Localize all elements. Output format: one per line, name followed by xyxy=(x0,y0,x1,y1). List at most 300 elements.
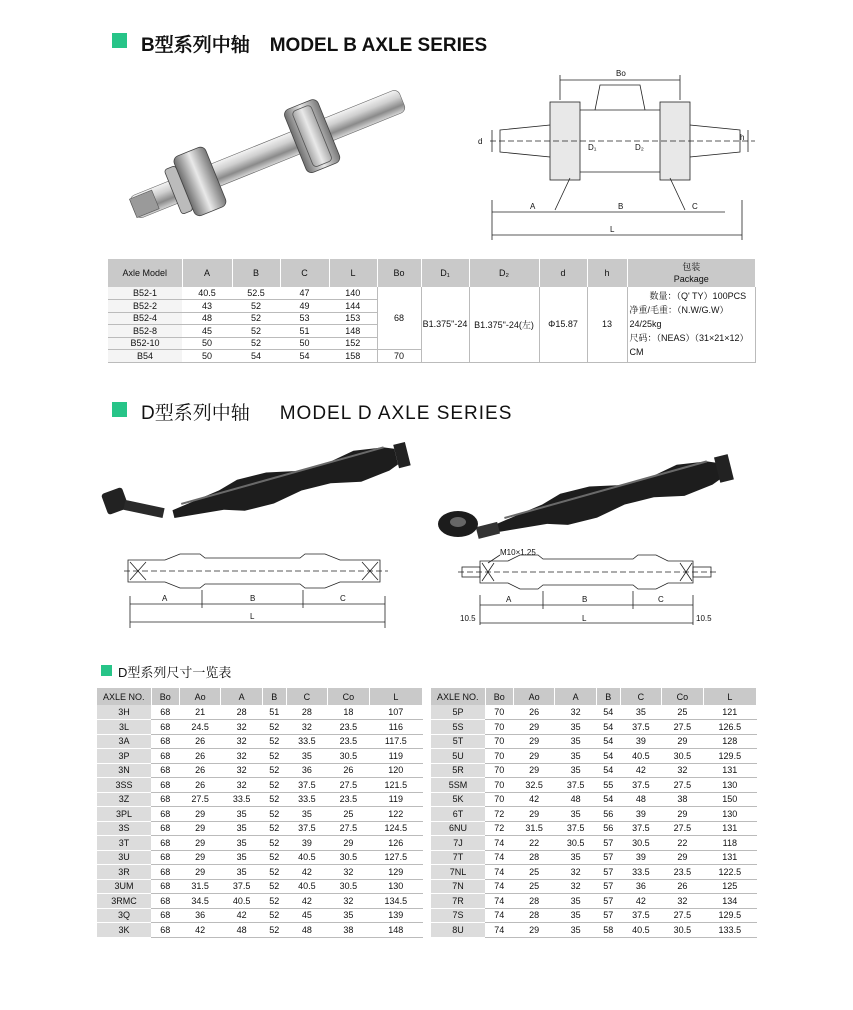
d-cell-bo: 70 xyxy=(485,792,513,807)
b-model: B52-4 xyxy=(108,312,182,325)
d-cell-c: 37.5 xyxy=(286,778,328,793)
d-cell-axle-no: 3N xyxy=(97,763,151,778)
d-cell-ao: 32.5 xyxy=(513,778,555,793)
b-c: 53 xyxy=(280,312,329,325)
b-dim-c: C xyxy=(692,202,698,211)
d-cell-l: 131 xyxy=(703,821,756,836)
b-dim-l: L xyxy=(610,225,615,234)
d-cell-l: 121.5 xyxy=(369,778,422,793)
d-cell-ao: 36 xyxy=(179,908,221,923)
d-right-offset-left: 10.5 xyxy=(460,614,476,623)
d-cell-axle-no: 7R xyxy=(431,894,485,909)
d-cell-axle-no: 3P xyxy=(97,749,151,764)
d-cell-b: 52 xyxy=(262,836,286,851)
d-cell-c: 42 xyxy=(286,865,328,880)
d-cell-bo: 70 xyxy=(485,734,513,749)
d-cell-bo: 68 xyxy=(151,734,179,749)
d-cell-c: 37.5 xyxy=(620,778,662,793)
d-cell-l: 133.5 xyxy=(703,923,756,938)
d-cell-axle-no: 3L xyxy=(97,720,151,735)
d-cell-co: 26 xyxy=(328,763,370,778)
d-cell-b: 54 xyxy=(596,720,620,735)
d-cell-c: 36 xyxy=(620,879,662,894)
d-cell-a: 35 xyxy=(555,908,597,923)
d-cell-bo: 68 xyxy=(151,908,179,923)
d-cell-bo: 68 xyxy=(151,850,179,865)
d-cell-b: 52 xyxy=(262,720,286,735)
d-cell-l: 134 xyxy=(703,894,756,909)
b-a: 45 xyxy=(182,325,232,338)
d-cell-b: 54 xyxy=(596,705,620,720)
d-cell-a: 37.5 xyxy=(555,778,597,793)
d-cell-a: 48 xyxy=(555,792,597,807)
table-row xyxy=(97,734,423,749)
d-header-l: L xyxy=(369,688,422,705)
d-left-dim-b: B xyxy=(250,594,256,603)
d-cell-axle-no: 3S xyxy=(97,821,151,836)
d-header-b: B xyxy=(596,688,620,705)
d-cell-bo: 74 xyxy=(485,923,513,938)
d-cell-a: 35 xyxy=(555,923,597,938)
d-cell-c: 37.5 xyxy=(286,821,328,836)
d-cell-l: 126 xyxy=(369,836,422,851)
d-cell-axle-no: 5P xyxy=(431,705,485,720)
d-cell-ao: 29 xyxy=(513,734,555,749)
b-l: 153 xyxy=(329,312,377,325)
d-cell-l: 139 xyxy=(369,908,422,923)
d-axle-photo-right xyxy=(430,438,750,548)
d-cell-axle-no: 5T xyxy=(431,734,485,749)
d-cell-a: 48 xyxy=(221,923,263,938)
b-l: 158 xyxy=(329,350,377,363)
d-cell-b: 58 xyxy=(596,923,620,938)
d-cell-c: 39 xyxy=(620,807,662,822)
d-right-offset-right: 10.5 xyxy=(696,614,712,623)
d-cell-ao: 26 xyxy=(513,705,555,720)
d-cell-a: 35 xyxy=(221,865,263,880)
d-cell-co: 30.5 xyxy=(328,879,370,894)
d-cell-ao: 25 xyxy=(513,879,555,894)
b-model: B52-8 xyxy=(108,325,182,338)
d-cell-co: 27.5 xyxy=(662,778,704,793)
d-cell-l: 131 xyxy=(703,850,756,865)
b-header-a: A xyxy=(182,259,232,287)
d-cell-axle-no: 5S xyxy=(431,720,485,735)
d-cell-co: 32 xyxy=(662,763,704,778)
d-cell-b: 52 xyxy=(262,894,286,909)
d-cell-bo: 68 xyxy=(151,778,179,793)
b-package-qty: 数量：（Q' TY）100PCS xyxy=(649,291,747,302)
d-cell-axle-no: 3RMC xyxy=(97,894,151,909)
d-header-axle-no: AXLE NO. xyxy=(431,688,485,705)
table-row xyxy=(97,894,423,909)
d-cell-ao: 21 xyxy=(179,705,221,720)
d-cell-axle-no: 3R xyxy=(97,865,151,880)
d-cell-ao: 28 xyxy=(513,894,555,909)
b-dim-d: d xyxy=(478,137,483,146)
table-row xyxy=(431,865,757,880)
d-header-bo: Bo xyxy=(485,688,513,705)
d-cell-axle-no: 7NL xyxy=(431,865,485,880)
d-cell-c: 42 xyxy=(620,894,662,909)
d-cell-a: 35 xyxy=(555,894,597,909)
b-model: B52-10 xyxy=(108,337,182,350)
d-cell-l: 116 xyxy=(369,720,422,735)
b-b: 52 xyxy=(232,325,280,338)
b-b: 52.5 xyxy=(232,287,280,300)
table-row xyxy=(108,287,756,300)
d-cell-co: 27.5 xyxy=(328,821,370,836)
d-cell-bo: 74 xyxy=(485,865,513,880)
table-row xyxy=(431,705,757,720)
d-cell-a: 40.5 xyxy=(221,894,263,909)
section-d-marker xyxy=(112,402,127,417)
d-cell-bo: 68 xyxy=(151,821,179,836)
b-spec-table xyxy=(108,259,756,363)
d-cell-c: 42 xyxy=(286,894,328,909)
d-cell-bo: 68 xyxy=(151,836,179,851)
b-model: B54 xyxy=(108,350,182,363)
d-cell-c: 40.5 xyxy=(620,923,662,938)
table-row xyxy=(431,792,757,807)
b-d1-value: B1.375"-24 xyxy=(421,287,469,362)
d-cell-bo: 68 xyxy=(151,720,179,735)
d-cell-axle-no: 3UM xyxy=(97,879,151,894)
b-b: 52 xyxy=(232,312,280,325)
d-cell-bo: 72 xyxy=(485,821,513,836)
table-row xyxy=(431,850,757,865)
table-row xyxy=(431,749,757,764)
d-cell-a: 35 xyxy=(221,836,263,851)
d-cell-c: 30.5 xyxy=(620,836,662,851)
table-row xyxy=(97,879,423,894)
d-cell-axle-no: 3H xyxy=(97,705,151,720)
b-d2-value: B1.375"-24(左) xyxy=(469,287,539,362)
d-cell-bo: 68 xyxy=(151,792,179,807)
d-cell-co: 32 xyxy=(328,865,370,880)
d-header-a: A xyxy=(221,688,263,705)
d-cell-c: 35 xyxy=(286,807,328,822)
table-row xyxy=(431,778,757,793)
d-cell-axle-no: 6T xyxy=(431,807,485,822)
d-cell-co: 23.5 xyxy=(662,865,704,880)
b-header-h: h xyxy=(587,259,627,287)
b-header-bo: Bo xyxy=(377,259,421,287)
d-cell-b: 57 xyxy=(596,908,620,923)
d-table-left-body xyxy=(97,705,423,937)
d-cell-ao: 26 xyxy=(179,778,221,793)
d-cell-c: 37.5 xyxy=(620,908,662,923)
d-table-marker xyxy=(101,665,112,676)
b-header-d: d xyxy=(539,259,587,287)
b-b: 52 xyxy=(232,337,280,350)
d-cell-b: 52 xyxy=(262,850,286,865)
d-cell-b: 52 xyxy=(262,908,286,923)
d-cell-co: 23.5 xyxy=(328,720,370,735)
d-header-c: C xyxy=(286,688,328,705)
b-c: 51 xyxy=(280,325,329,338)
d-cell-a: 35 xyxy=(221,821,263,836)
d-cell-co: 30.5 xyxy=(662,749,704,764)
d-cell-bo: 74 xyxy=(485,879,513,894)
d-cell-bo: 68 xyxy=(151,763,179,778)
d-cell-c: 45 xyxy=(286,908,328,923)
d-cell-l: 134.5 xyxy=(369,894,422,909)
d-cell-co: 32 xyxy=(328,894,370,909)
d-cell-ao: 29 xyxy=(179,850,221,865)
d-cell-co: 25 xyxy=(662,705,704,720)
d-header-co: Co xyxy=(662,688,704,705)
d-cell-ao: 29 xyxy=(513,763,555,778)
d-header-bo: Bo xyxy=(151,688,179,705)
d-cell-c: 33.5 xyxy=(620,865,662,880)
d-cell-axle-no: 3U xyxy=(97,850,151,865)
d-cell-b: 56 xyxy=(596,807,620,822)
d-cell-b: 57 xyxy=(596,894,620,909)
d-cell-co: 22 xyxy=(662,836,704,851)
b-package-weight: 净重/毛重：（N.W/G.W）24/25kg xyxy=(629,305,729,330)
d-cell-l: 119 xyxy=(369,749,422,764)
table-row xyxy=(431,763,757,778)
d-cell-a: 32 xyxy=(221,749,263,764)
d-cell-l: 150 xyxy=(703,792,756,807)
d-cell-bo: 70 xyxy=(485,749,513,764)
table-row xyxy=(97,792,423,807)
d-header-ao: Ao xyxy=(513,688,555,705)
table-row xyxy=(431,734,757,749)
b-header-package xyxy=(627,259,756,287)
d-cell-bo: 72 xyxy=(485,807,513,822)
b-dim-h: h xyxy=(740,133,745,142)
d-header-axle-no: AXLE NO. xyxy=(97,688,151,705)
d-cell-bo: 68 xyxy=(151,705,179,720)
d-cell-l: 127.5 xyxy=(369,850,422,865)
d-left-dim-a: A xyxy=(162,594,168,603)
d-cell-ao: 42 xyxy=(179,923,221,938)
b-header-d1: D₁ xyxy=(421,259,469,287)
section-b-title-en: MODEL B AXLE SERIES xyxy=(269,35,488,56)
d-cell-b: 52 xyxy=(262,792,286,807)
b-h-value: 13 xyxy=(587,287,627,362)
section-d-title-cn: D型系列中轴 xyxy=(141,403,250,424)
table-row xyxy=(431,836,757,851)
d-table-title: D型系列尺寸一览表 xyxy=(118,665,232,680)
d-cell-co: 29 xyxy=(328,836,370,851)
d-cell-c: 33.5 xyxy=(286,792,328,807)
d-cell-axle-no: 3Z xyxy=(97,792,151,807)
b-l: 144 xyxy=(329,300,377,313)
d-cell-l: 124.5 xyxy=(369,821,422,836)
d-cell-c: 40.5 xyxy=(286,850,328,865)
d-cell-b: 54 xyxy=(596,763,620,778)
d-cell-ao: 31.5 xyxy=(513,821,555,836)
b-b: 54 xyxy=(232,350,280,363)
d-cell-c: 39 xyxy=(620,734,662,749)
d-cell-b: 52 xyxy=(262,865,286,880)
d-table-header xyxy=(97,688,423,705)
d-cell-axle-no: 5U xyxy=(431,749,485,764)
d-cell-a: 32 xyxy=(221,720,263,735)
d-axle-photo-left xyxy=(100,438,420,538)
d-cell-ao: 29 xyxy=(513,749,555,764)
d-cell-a: 35 xyxy=(555,850,597,865)
b-bo-last: 70 xyxy=(377,350,421,363)
b-dim-bo: Bo xyxy=(616,69,626,78)
d-cell-b: 57 xyxy=(596,865,620,880)
d-cell-l: 126.5 xyxy=(703,720,756,735)
d-cell-c: 48 xyxy=(620,792,662,807)
d-cell-co: 26 xyxy=(662,879,704,894)
b-header-package-en: Package xyxy=(673,274,709,284)
d-cell-ao: 26 xyxy=(179,734,221,749)
d-left-dim-c: C xyxy=(340,594,346,603)
d-header-b: B xyxy=(262,688,286,705)
table-row xyxy=(97,720,423,735)
d-cell-l: 130 xyxy=(703,778,756,793)
d-cell-axle-no: 3PL xyxy=(97,807,151,822)
b-l: 140 xyxy=(329,287,377,300)
d-cell-l: 117.5 xyxy=(369,734,422,749)
b-a: 48 xyxy=(182,312,232,325)
d-cell-c: 28 xyxy=(286,705,328,720)
d-cell-l: 129.5 xyxy=(703,908,756,923)
d-cell-bo: 68 xyxy=(151,865,179,880)
d-cell-c: 33.5 xyxy=(286,734,328,749)
d-cell-co: 23.5 xyxy=(328,734,370,749)
d-cell-ao: 28 xyxy=(513,908,555,923)
d-cell-axle-no: 3Q xyxy=(97,908,151,923)
d-left-dim-l: L xyxy=(250,612,255,621)
d-right-dim-c: C xyxy=(658,595,664,604)
d-right-dim-l: L xyxy=(582,614,587,623)
b-model: B52-2 xyxy=(108,300,182,313)
d-cell-b: 52 xyxy=(262,821,286,836)
d-cell-axle-no: 7N xyxy=(431,879,485,894)
d-cell-bo: 68 xyxy=(151,894,179,909)
d-cell-co: 30.5 xyxy=(328,850,370,865)
d-cell-a: 28 xyxy=(221,705,263,720)
d-spec-table-right xyxy=(431,688,757,938)
d-cell-a: 35 xyxy=(555,720,597,735)
b-dim-d2: D₂ xyxy=(635,143,644,152)
b-l: 152 xyxy=(329,337,377,350)
b-axle-drawing xyxy=(470,60,760,250)
d-cell-l: 129.5 xyxy=(703,749,756,764)
table-row xyxy=(97,763,423,778)
d-right-dim-a: A xyxy=(506,595,512,604)
d-cell-ao: 26 xyxy=(179,749,221,764)
d-header-l: L xyxy=(703,688,756,705)
d-cell-a: 33.5 xyxy=(221,792,263,807)
d-cell-b: 51 xyxy=(262,705,286,720)
b-d-value: Φ15.87 xyxy=(539,287,587,362)
table-row xyxy=(431,821,757,836)
table-row xyxy=(431,879,757,894)
d-cell-ao: 29 xyxy=(513,923,555,938)
d-cell-l: 131 xyxy=(703,763,756,778)
d-cell-co: 25 xyxy=(328,807,370,822)
d-cell-b: 57 xyxy=(596,879,620,894)
d-cell-co: 27.5 xyxy=(662,720,704,735)
b-package-info xyxy=(627,287,756,362)
section-d-title-en: MODEL D AXLE SERIES xyxy=(279,403,513,424)
d-cell-b: 52 xyxy=(262,879,286,894)
d-cell-axle-no: 5SM xyxy=(431,778,485,793)
d-cell-c: 35 xyxy=(286,749,328,764)
d-cell-c: 39 xyxy=(286,836,328,851)
table-row xyxy=(431,908,757,923)
table-row xyxy=(97,850,423,865)
d-cell-l: 118 xyxy=(703,836,756,851)
table-row xyxy=(431,720,757,735)
table-row xyxy=(97,865,423,880)
d-cell-co: 35 xyxy=(328,908,370,923)
d-cell-a: 32 xyxy=(221,778,263,793)
table-row xyxy=(97,821,423,836)
d-cell-bo: 70 xyxy=(485,720,513,735)
d-cell-co: 38 xyxy=(662,792,704,807)
b-a: 40.5 xyxy=(182,287,232,300)
table-row xyxy=(431,923,757,938)
d-right-dim-b: B xyxy=(582,595,588,604)
b-dim-d1: D₁ xyxy=(588,143,597,152)
d-cell-l: 130 xyxy=(703,807,756,822)
d-cell-ao: 29 xyxy=(179,836,221,851)
table-row xyxy=(97,923,423,938)
d-cell-co: 30.5 xyxy=(328,749,370,764)
d-cell-ao: 29 xyxy=(513,720,555,735)
d-header-co: Co xyxy=(328,688,370,705)
d-cell-a: 32 xyxy=(555,705,597,720)
d-cell-a: 37.5 xyxy=(555,821,597,836)
d-cell-ao: 34.5 xyxy=(179,894,221,909)
b-c: 49 xyxy=(280,300,329,313)
d-cell-axle-no: 5K xyxy=(431,792,485,807)
d-cell-bo: 74 xyxy=(485,836,513,851)
d-spec-table-left xyxy=(97,688,423,938)
d-right-thread-label: M10×1.25 xyxy=(500,548,536,557)
d-cell-b: 52 xyxy=(262,923,286,938)
d-cell-bo: 70 xyxy=(485,778,513,793)
table-row xyxy=(97,705,423,720)
b-header-b: B xyxy=(232,259,280,287)
b-dim-a: A xyxy=(530,202,536,211)
d-cell-a: 35 xyxy=(555,763,597,778)
d-cell-ao: 29 xyxy=(513,807,555,822)
d-cell-bo: 74 xyxy=(485,850,513,865)
d-cell-b: 54 xyxy=(596,734,620,749)
d-axle-drawing-right xyxy=(458,545,718,635)
d-cell-ao: 27.5 xyxy=(179,792,221,807)
d-cell-ao: 28 xyxy=(513,850,555,865)
d-cell-co: 32 xyxy=(662,894,704,909)
d-cell-co: 29 xyxy=(662,734,704,749)
b-axle-photo xyxy=(118,80,418,230)
d-cell-ao: 29 xyxy=(179,807,221,822)
d-header-a: A xyxy=(555,688,597,705)
d-cell-l: 128 xyxy=(703,734,756,749)
section-b-title xyxy=(141,30,487,57)
d-cell-ao: 22 xyxy=(513,836,555,851)
d-cell-b: 57 xyxy=(596,836,620,851)
d-cell-b: 52 xyxy=(262,749,286,764)
d-table-header xyxy=(431,688,757,705)
d-cell-b: 56 xyxy=(596,821,620,836)
d-cell-co: 29 xyxy=(662,850,704,865)
d-cell-axle-no: 3K xyxy=(97,923,151,938)
d-cell-axle-no: 3T xyxy=(97,836,151,851)
b-model: B52-1 xyxy=(108,287,182,300)
